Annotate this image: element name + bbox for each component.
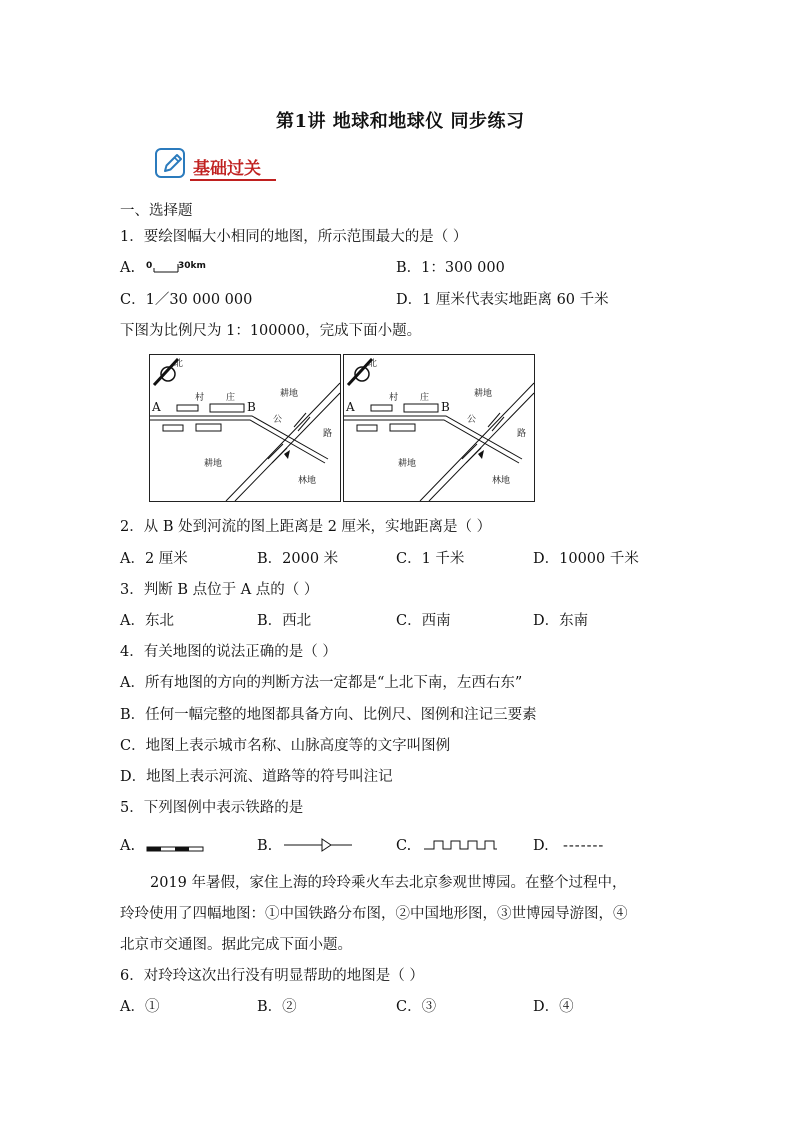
q2-option-c: C．1 千米 bbox=[396, 551, 465, 567]
road-label-2: 路 bbox=[517, 429, 527, 439]
map-intro: 下图为比例尺为 1：100000，完成下面小题。 bbox=[120, 323, 422, 339]
passage-line-3: 北京市交通图。据此完成下面小题。 bbox=[120, 937, 352, 953]
point-a-label: A bbox=[346, 400, 355, 414]
q3-option-b: B．西北 bbox=[257, 613, 312, 629]
q1-option-b: B．1：300 000 bbox=[396, 260, 505, 276]
forest-label: 林地 bbox=[492, 476, 511, 486]
q2-option-a: A．2 厘米 bbox=[120, 551, 188, 567]
q3-option-a: A．东北 bbox=[120, 613, 174, 629]
q5-stem: 5．下列图例中表示铁路的是 bbox=[120, 800, 304, 816]
q2-option-d: D．10000 千米 bbox=[533, 551, 639, 567]
section-badge: 基础过关 bbox=[193, 159, 261, 179]
q4-stem: 4．有关地图的说法正确的是（ ） bbox=[120, 644, 337, 660]
village-label-1: 村 bbox=[389, 393, 399, 403]
q3-option-d: D．东南 bbox=[533, 613, 589, 629]
q2-option-b: B．2000 米 bbox=[257, 551, 339, 567]
railway-symbol-icon bbox=[146, 840, 206, 852]
village-label-2: 庄 bbox=[226, 393, 236, 403]
road-label-2: 路 bbox=[323, 429, 333, 439]
q6-option-d: D．④ bbox=[533, 999, 574, 1015]
wall-symbol-icon bbox=[423, 836, 498, 854]
q5-option-a: A. bbox=[120, 838, 136, 854]
q4-option-a: A．所有地图的方向的判断方法一定都是“上北下南，左西右东” bbox=[120, 675, 523, 691]
scale-bar-zero: 0 bbox=[146, 261, 153, 271]
road-label-1: 公 bbox=[467, 415, 477, 425]
scale-bar-icon bbox=[146, 262, 216, 276]
farmland-top-label: 耕地 bbox=[280, 389, 299, 399]
q5-option-b: B. bbox=[257, 838, 273, 854]
q1-stem: 1．要绘图幅大小相同的地图，所示范围最大的是（ ） bbox=[120, 229, 468, 245]
q2-stem: 2．从 B 处到河流的图上距离是 2 厘米，实地距离是（ ） bbox=[120, 519, 492, 535]
q4-option-d: D．地图上表示河流、道路等的符号叫注记 bbox=[120, 769, 393, 785]
q6-option-c: C．③ bbox=[396, 999, 437, 1015]
page-title: 第1讲 地球和地球仪 同步练习 bbox=[276, 111, 525, 132]
q4-option-c: C．地图上表示城市名称、山脉高度等的文字叫图例 bbox=[120, 738, 451, 754]
section-underline bbox=[190, 179, 276, 181]
passage-line-1: 2019 年暑假，家住上海的玲玲乘火车去北京参观世博园。在整个过程中， bbox=[150, 875, 627, 891]
map-left bbox=[149, 354, 341, 502]
north-label: 北 bbox=[174, 359, 184, 369]
village-label-2: 庄 bbox=[420, 393, 430, 403]
passage-line-2: 玲玲使用了四幅地图：①中国铁路分布图，②中国地形图，③世博园导游图，④ bbox=[120, 906, 628, 922]
pencil-edit-icon bbox=[154, 147, 188, 181]
point-b-label: B bbox=[441, 400, 450, 414]
q3-option-c: C．西南 bbox=[396, 613, 451, 629]
border-line-symbol-icon bbox=[283, 836, 353, 854]
q5-option-d: D. bbox=[533, 838, 549, 854]
point-b-label: B bbox=[247, 400, 256, 414]
farmland-bottom-label: 耕地 bbox=[398, 459, 417, 469]
q1-option-a bbox=[120, 258, 135, 278]
farmland-bottom-label: 耕地 bbox=[204, 459, 223, 469]
scale-bar-label: 30km bbox=[178, 261, 206, 271]
q6-option-b: B．② bbox=[257, 999, 297, 1015]
village-label-1: 村 bbox=[195, 393, 205, 403]
farmland-top-label: 耕地 bbox=[474, 389, 493, 399]
part-heading: 一、选择题 bbox=[120, 203, 193, 219]
q4-option-b: B．任何一幅完整的地图都具备方向、比例尺、图例和注记三要素 bbox=[120, 707, 537, 723]
map-right bbox=[343, 354, 535, 502]
road-label-1: 公 bbox=[273, 415, 283, 425]
q3-stem: 3．判断 B 点位于 A 点的（ ） bbox=[120, 582, 319, 598]
north-label: 北 bbox=[368, 359, 378, 369]
point-a-label: A bbox=[152, 400, 161, 414]
q6-stem: 6．对玲玲这次出行没有明显帮助的地图是（ ） bbox=[120, 968, 424, 984]
dashed-line-symbol: ------- bbox=[563, 838, 605, 854]
q1-option-c: C．1／30 000 000 bbox=[120, 292, 253, 308]
q1-option-d: D．1 厘米代表实地距离 60 千米 bbox=[396, 292, 609, 308]
q1-option-a-prefix: A. bbox=[120, 260, 136, 276]
q5-option-c: C. bbox=[396, 838, 412, 854]
forest-label: 林地 bbox=[298, 476, 317, 486]
q6-option-a: A．① bbox=[120, 999, 160, 1015]
